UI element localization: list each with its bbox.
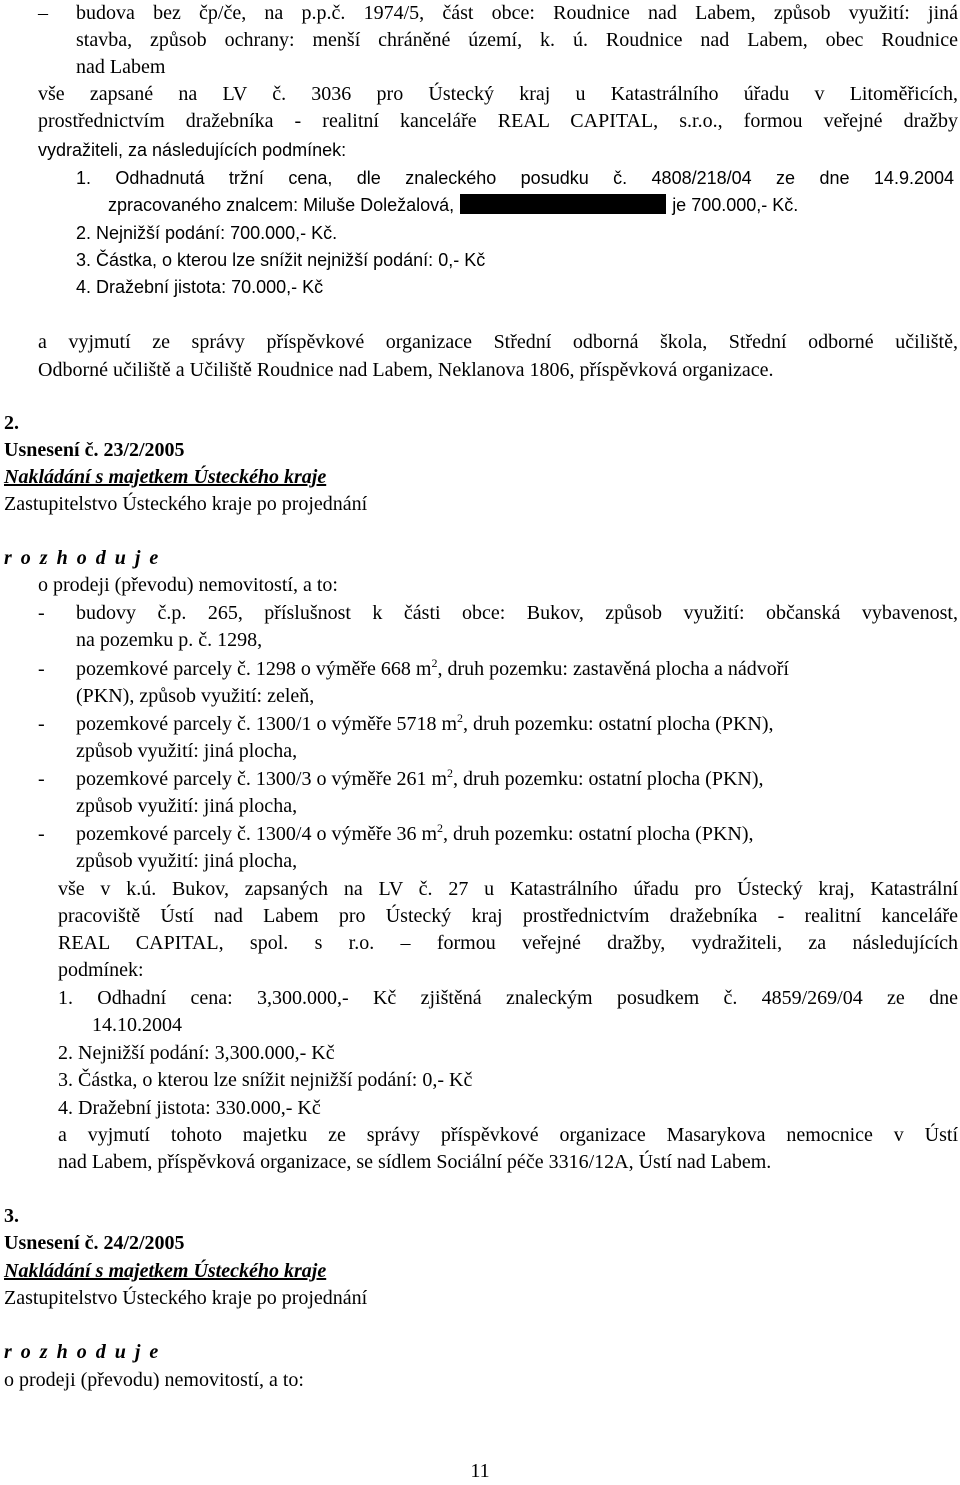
paragraph-line: vše v k.ú. Bukov, zapsaných na LV č. 27 u Katastrálního úřadu pro Ústecký kraj, Katastrální bbox=[58, 878, 958, 900]
list-item bbox=[76, 821, 754, 848]
redaction-bar bbox=[460, 194, 666, 214]
item-text-line: stavba, způsob ochrany: menší chráněné území, k. ú. Roudnice nad Labem, obec Roudnice bbox=[76, 29, 958, 51]
superscript: 2 bbox=[457, 711, 463, 725]
item-text: , druh pozemku: zastavěná plocha a nádvoří bbox=[437, 658, 789, 680]
condition-line: 3. Částka, o kterou lze snížit nejnižší podání: 0,- Kč bbox=[58, 1069, 473, 1091]
expert-name-text: zpracovaného znalcem: Miluše Doležalová, bbox=[108, 195, 455, 215]
intro-text: o prodeji (převodu) nemovitostí, a to: bbox=[38, 574, 338, 596]
price-text: je 700.000,- Kč. bbox=[672, 195, 799, 215]
list-item: způsob využití: jiná plocha, bbox=[76, 740, 298, 762]
list-dash: - bbox=[38, 768, 45, 790]
list-item bbox=[76, 711, 774, 738]
exemption-line: nad Labem, příspěvková organizace, se sídlem Sociální péče 3316/12A, Ústí nad Labem. bbox=[58, 1151, 772, 1173]
resolution-subject: Nakládání s majetkem Ústeckého kraje bbox=[4, 466, 327, 488]
condition-line: 14.10.2004 bbox=[92, 1014, 182, 1036]
list-dash: – bbox=[38, 2, 48, 24]
item-text: pozemkové parcely č. 1300/1 o výměře 5718 m bbox=[76, 713, 457, 735]
list-item: budovy č.p. 265, příslušnost k části obce: Bukov, způsob využití: občanská vybavenost, bbox=[76, 602, 958, 624]
item-text: pozemkové parcely č. 1300/3 o výměře 261 m bbox=[76, 768, 447, 790]
item-text: , druh pozemku: ostatní plocha (PKN), bbox=[443, 823, 754, 845]
list-item: na pozemku p. č. 1298, bbox=[76, 629, 263, 651]
item-text: pozemkové parcely č. 1300/4 o výměře 36 m bbox=[76, 823, 437, 845]
superscript: 2 bbox=[437, 821, 443, 835]
condition-line: 1. Odhadní cena: 3,300.000,- Kč zjištěná znaleckým posudkem č. 4859/269/04 ze dne bbox=[58, 987, 958, 1009]
list-item: způsob využití: jiná plocha, bbox=[76, 850, 298, 872]
item-text: pozemkové parcely č. 1298 o výměře 668 m bbox=[76, 658, 432, 680]
council-text: Zastupitelstvo Ústeckého kraje po projednání bbox=[4, 1287, 368, 1309]
paragraph-line: prostřednictvím dražebníka - realitní kanceláře REAL CAPITAL, s.r.o., formou veřejné dražby bbox=[38, 110, 958, 132]
list-dash: - bbox=[38, 602, 45, 624]
condition-line: 4. Dražební jistota: 70.000,- Kč bbox=[76, 277, 324, 297]
item-text-line: nad Labem bbox=[76, 56, 166, 78]
exemption-line: Odborné učiliště a Učiliště Roudnice nad Labem, Neklanova 1806, příspěvková organizace. bbox=[38, 359, 774, 381]
paragraph-line: vydražiteli, za následujících podmínek: bbox=[38, 140, 347, 160]
list-dash: - bbox=[38, 713, 45, 735]
decides-heading: r o z h o d u j e bbox=[4, 547, 161, 569]
intro-text: o prodeji (převodu) nemovitostí, a to: bbox=[4, 1369, 304, 1391]
condition-line: 2. Nejnižší podání: 3,300.000,- Kč bbox=[58, 1042, 335, 1064]
superscript: 2 bbox=[447, 766, 453, 780]
condition-line: 1. Odhadnutá tržní cena, dle znaleckého posudku č. 4808/218/04 ze dne 14.9.2004 bbox=[76, 168, 954, 188]
paragraph-line: REAL CAPITAL, spol. s r.o. – formou veřejné dražby, vydražiteli, za následujících bbox=[58, 932, 958, 954]
exemption-line: a vyjmutí ze správy příspěvkové organizace Střední odborná škola, Střední odborné učiliště, bbox=[38, 331, 958, 353]
superscript: 2 bbox=[431, 656, 438, 670]
resolution-title: Usnesení č. 23/2/2005 bbox=[4, 439, 185, 461]
list-item bbox=[76, 766, 764, 793]
condition-line bbox=[108, 192, 798, 219]
paragraph-line: pracoviště Ústí nad Labem pro Ústecký kraj prostřednictvím dražebníka - realitní kanceláře bbox=[58, 905, 958, 927]
council-text: Zastupitelstvo Ústeckého kraje po projednání bbox=[4, 493, 368, 515]
list-item: způsob využití: jiná plocha, bbox=[76, 795, 298, 817]
item-text: , druh pozemku: ostatní plocha (PKN), bbox=[453, 768, 764, 790]
condition-line: 3. Částka, o kterou lze snížit nejnižší podání: 0,- Kč bbox=[76, 250, 486, 270]
paragraph-line: podmínek: bbox=[58, 959, 144, 981]
item-text: , druh pozemku: ostatní plocha (PKN), bbox=[463, 713, 774, 735]
paragraph-line: vše zapsané na LV č. 3036 pro Ústecký kraj u Katastrálního úřadu v Litoměřicích, bbox=[38, 83, 958, 105]
resolution-title: Usnesení č. 24/2/2005 bbox=[4, 1232, 185, 1254]
exemption-line: a vyjmutí tohoto majetku ze správy příspěvkové organizace Masarykova nemocnice v Ústí bbox=[58, 1124, 958, 1146]
decides-heading: r o z h o d u j e bbox=[4, 1341, 161, 1363]
condition-line: 2. Nejnižší podání: 700.000,- Kč. bbox=[76, 223, 338, 243]
list-item bbox=[76, 656, 958, 683]
list-dash: - bbox=[38, 823, 45, 845]
section-number: 3. bbox=[4, 1205, 19, 1227]
page-number: 11 bbox=[470, 1460, 490, 1482]
list-dash: - bbox=[38, 658, 45, 680]
condition-line: 4. Dražební jistota: 330.000,- Kč bbox=[58, 1097, 321, 1119]
resolution-subject: Nakládání s majetkem Ústeckého kraje bbox=[4, 1260, 327, 1282]
item-text-line: budova bez čp/če, na p.p.č. 1974/5, část obce: Roudnice nad Labem, způsob využití: jiná bbox=[76, 2, 958, 24]
list-item: (PKN), způsob využití: zeleň, bbox=[76, 685, 315, 707]
section-number: 2. bbox=[4, 412, 19, 434]
